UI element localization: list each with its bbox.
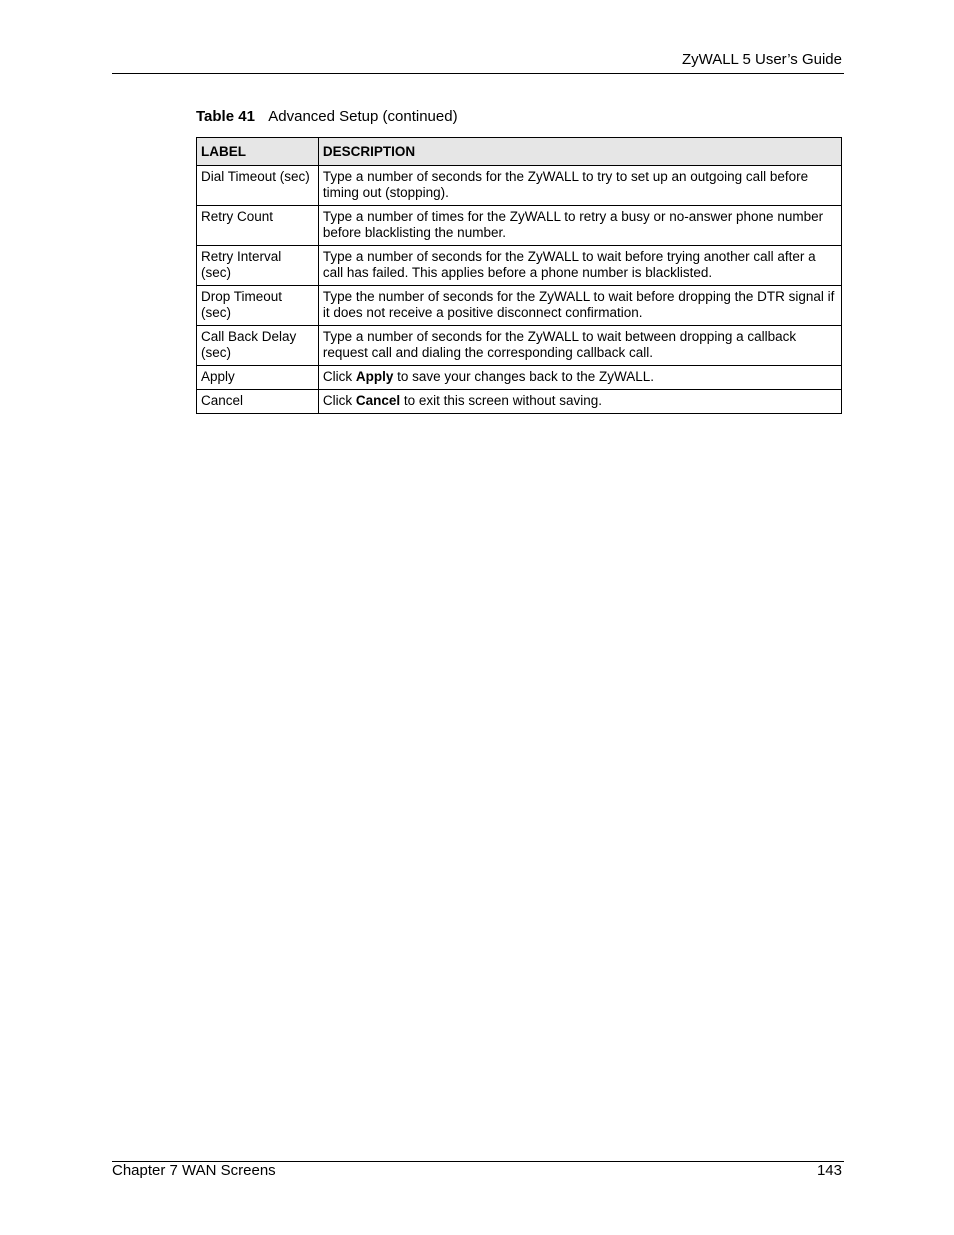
column-header-description: DESCRIPTION [318,138,841,166]
row-label: Call Back Delay (sec) [197,326,319,366]
row-description: Type a number of times for the ZyWALL to retry a busy or no-answer phone number before blacklisting the number. [318,206,841,246]
table-row [197,286,842,326]
row-label: Retry Interval (sec) [197,246,319,286]
description-keyword: Cancel [355,393,401,408]
description-prefix: Click [322,369,356,384]
row-label: Retry Count [197,206,319,246]
description-suffix: to save your changes back to the ZyWALL. [393,369,655,384]
table-row [197,206,842,246]
chapter-title: Chapter 7 WAN Screens [112,1162,276,1179]
table-caption [196,108,458,126]
guide-title: ZyWALL 5 User’s Guide [681,51,842,68]
page-number: 143 [816,1162,842,1179]
description-suffix: to exit this screen without saving. [400,393,602,408]
row-label: Apply [197,366,319,390]
row-description: Type a number of seconds for the ZyWALL to try to set up an outgoing call before timing out (stopping). [318,166,841,206]
row-description: Type a number of seconds for the ZyWALL to wait between dropping a callback request call and dialing the corresponding callback call. [318,326,841,366]
table-row [197,390,842,414]
table-caption-label: Table 41 [196,108,255,125]
row-description: Type the number of seconds for the ZyWALL to wait before dropping the DTR signal if it does not receive a positive disconnect confirmation. [318,286,841,326]
table-row [197,366,842,390]
table-caption-text: Advanced Setup (continued) [268,108,458,125]
header-divider [112,73,844,74]
table-header-row [197,138,842,166]
column-header-label: LABEL [197,138,319,166]
row-label: Cancel [197,390,319,414]
row-description [318,366,841,390]
row-label: Dial Timeout (sec) [197,166,319,206]
table-row [197,246,842,286]
table-row [197,326,842,366]
advanced-setup-table [196,137,842,414]
description-prefix: Click [322,393,356,408]
row-label: Drop Timeout (sec) [197,286,319,326]
row-description: Type a number of seconds for the ZyWALL to wait before trying another call after a call has failed. This applies before a phone number is blacklisted. [318,246,841,286]
description-keyword: Apply [355,369,394,384]
table-row [197,166,842,206]
row-description [318,390,841,414]
